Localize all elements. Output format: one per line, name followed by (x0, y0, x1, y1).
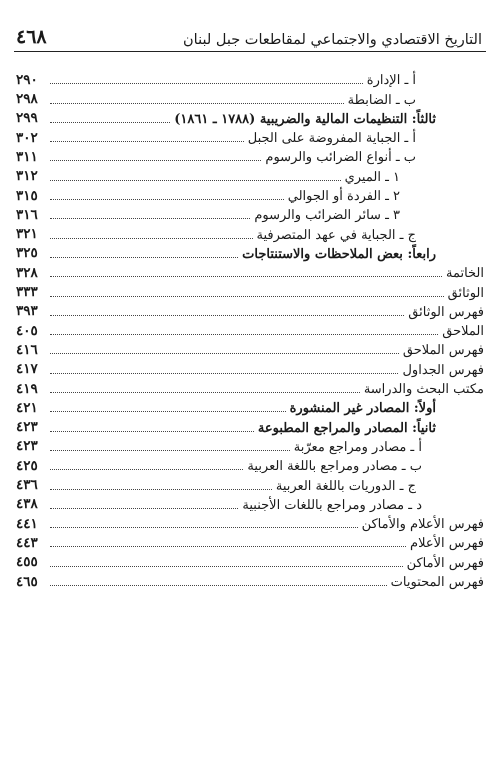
toc-entry (16, 145, 484, 164)
dot-leader (50, 469, 243, 470)
toc-entry-page: ٤٢١ (16, 399, 38, 416)
toc-entry (16, 454, 484, 473)
dot-leader (50, 546, 406, 547)
toc-entry-page: ٤١٧ (16, 361, 38, 378)
toc-entry-page: ٤٢٣ (16, 419, 38, 436)
dot-leader (50, 508, 238, 509)
toc-entry-page: ٣٢١ (16, 226, 38, 243)
dot-leader (50, 103, 344, 104)
dot-leader (50, 450, 290, 451)
dot-leader (50, 218, 250, 219)
dot-leader (50, 296, 444, 297)
toc-entry (16, 184, 484, 203)
dot-leader (50, 238, 253, 239)
toc-entry (16, 377, 484, 396)
toc-entry-page: ٤٢٥ (16, 457, 38, 474)
toc-entry-page: ٣٢٥ (16, 245, 38, 262)
toc-entry-label: ب ـ الضابطة (347, 92, 416, 108)
dot-leader (50, 566, 403, 567)
toc-entry-page: ٤٦٥ (16, 573, 38, 590)
toc-entry (16, 550, 484, 569)
toc-entry-page: ٢٩٩ (16, 110, 38, 127)
running-title: التاريخ الاقتصادي والاجتماعي لمقاطعات جبل لبنان (183, 32, 482, 48)
toc-entry-page: ٢٩٠ (16, 71, 38, 88)
toc-entry-label: ب ـ أنواع الضرائب والرسوم (265, 150, 416, 166)
dot-leader (50, 585, 387, 586)
dot-leader (50, 527, 358, 528)
dot-leader (50, 334, 438, 335)
toc-entry-page: ٤٤١ (16, 515, 38, 532)
toc-entry-label: أ ـ مصادر ومراجع معرّبة (293, 439, 422, 455)
toc-entry (16, 512, 484, 531)
toc-entry-label: فهرس الوثائق (408, 304, 484, 320)
toc-entry-label: د ـ مصادر ومراجع باللغات الأجنبية (242, 497, 422, 513)
toc-entry-label: الخاتمة (445, 266, 484, 282)
toc-entry-page: ٤٣٦ (16, 477, 38, 494)
toc-entry-label: أ ـ الإدارة (366, 73, 416, 89)
toc-entry-page: ٤٣٨ (16, 496, 38, 513)
toc-entry-label: فهرس الجداول (402, 362, 484, 378)
toc-entry-page: ٤٤٣ (16, 534, 38, 551)
toc-entry (16, 415, 484, 434)
toc-entry (16, 493, 484, 512)
toc-entry-label: فهرس الأماكن (406, 555, 484, 571)
dot-leader (50, 489, 272, 490)
dot-leader (50, 411, 286, 412)
toc-entry (16, 87, 484, 106)
toc-entry-label: ٣ ـ سائر الضرائب والرسوم (254, 208, 400, 224)
toc-entry-page: ٤١٩ (16, 380, 38, 397)
toc-entry-page: ٣١٦ (16, 206, 38, 223)
toc-entry-page: ٣١١ (16, 148, 38, 165)
dot-leader (50, 257, 238, 258)
dot-leader (50, 353, 399, 354)
toc-entry (16, 203, 484, 222)
toc-entry (16, 570, 484, 589)
toc-entry-label: ٢ ـ الفردة أو الجوالي (287, 189, 400, 205)
toc-entry-label: فهرس المحتويات (390, 575, 484, 591)
toc-entry-page: ٣٢٨ (16, 264, 38, 281)
toc-entry (16, 261, 484, 280)
page-number: ٤٦٨ (16, 26, 47, 48)
toc-entry-label: فهرس الأعلام (410, 536, 484, 552)
toc-entry (16, 473, 484, 492)
toc-entry-label: ج ـ الدوريات باللغة العربية (275, 478, 416, 494)
toc-entry-page: ٣٣٣ (16, 284, 38, 301)
toc-entry (16, 164, 484, 183)
toc-entry (16, 107, 484, 126)
dot-leader (50, 315, 404, 316)
toc-entry (16, 222, 484, 241)
toc-entry-page: ٤٥٥ (16, 554, 38, 571)
table-of-contents (16, 68, 484, 589)
toc-entry-page: ٤٠٥ (16, 322, 38, 339)
dot-leader (50, 199, 284, 200)
toc-entry (16, 242, 484, 261)
dot-leader (50, 180, 341, 181)
toc-entry-label: ب ـ مصادر ومراجع باللغة العربية (247, 459, 422, 475)
dot-leader (50, 276, 442, 277)
toc-entry (16, 338, 484, 357)
dot-leader (50, 83, 363, 84)
toc-entry-label: أ ـ الجباية المفروضة على الجبل (247, 131, 416, 147)
toc-entry (16, 300, 484, 319)
dot-leader (50, 392, 360, 393)
toc-entry (16, 357, 484, 376)
toc-entry-page: ٢٩٨ (16, 91, 38, 108)
toc-entry-label: ثالثاً: التنظيمات المالية والضريبية (١٧٨٨ ـ ١٨٦١) (174, 111, 436, 127)
toc-entry-label: فهرس الأعلام والأماكن (361, 517, 484, 533)
toc-entry-label: رابعاً: بعض الملاحظات والاستنتاجات (242, 246, 436, 262)
toc-entry (16, 319, 484, 338)
toc-entry-label: الملاحق (442, 324, 484, 340)
toc-entry-label: الوثائق (447, 285, 484, 301)
dot-leader (50, 431, 254, 432)
toc-entry-label: مكتب البحث والدراسة (363, 382, 484, 398)
toc-entry (16, 396, 484, 415)
toc-entry-page: ٣١٥ (16, 187, 38, 204)
toc-entry-page: ٣١٢ (16, 168, 38, 185)
toc-entry-label: أولاً: المصادر غير المنشورة (289, 401, 436, 417)
dot-leader (50, 141, 244, 142)
toc-entry-label: ج ـ الجباية في عهد المتصرفية (256, 227, 416, 243)
dot-leader (50, 122, 170, 123)
toc-entry (16, 68, 484, 87)
dot-leader (50, 373, 398, 374)
toc-entry-page: ٣٠٢ (16, 129, 38, 146)
toc-entry-page: ٤٢٣ (16, 438, 38, 455)
dot-leader (50, 160, 261, 161)
page-header (14, 20, 486, 52)
toc-entry-label: ثانياً: المصادر والمراجع المطبوعة (257, 420, 436, 436)
toc-entry (16, 435, 484, 454)
toc-entry-page: ٤١٦ (16, 341, 38, 358)
toc-entry (16, 126, 484, 145)
toc-entry (16, 531, 484, 550)
toc-entry-label: فهرس الملاحق (402, 343, 484, 359)
toc-entry-label: ١ ـ الميري (344, 169, 400, 185)
toc-entry (16, 280, 484, 299)
toc-entry-page: ٣٩٣ (16, 303, 38, 320)
